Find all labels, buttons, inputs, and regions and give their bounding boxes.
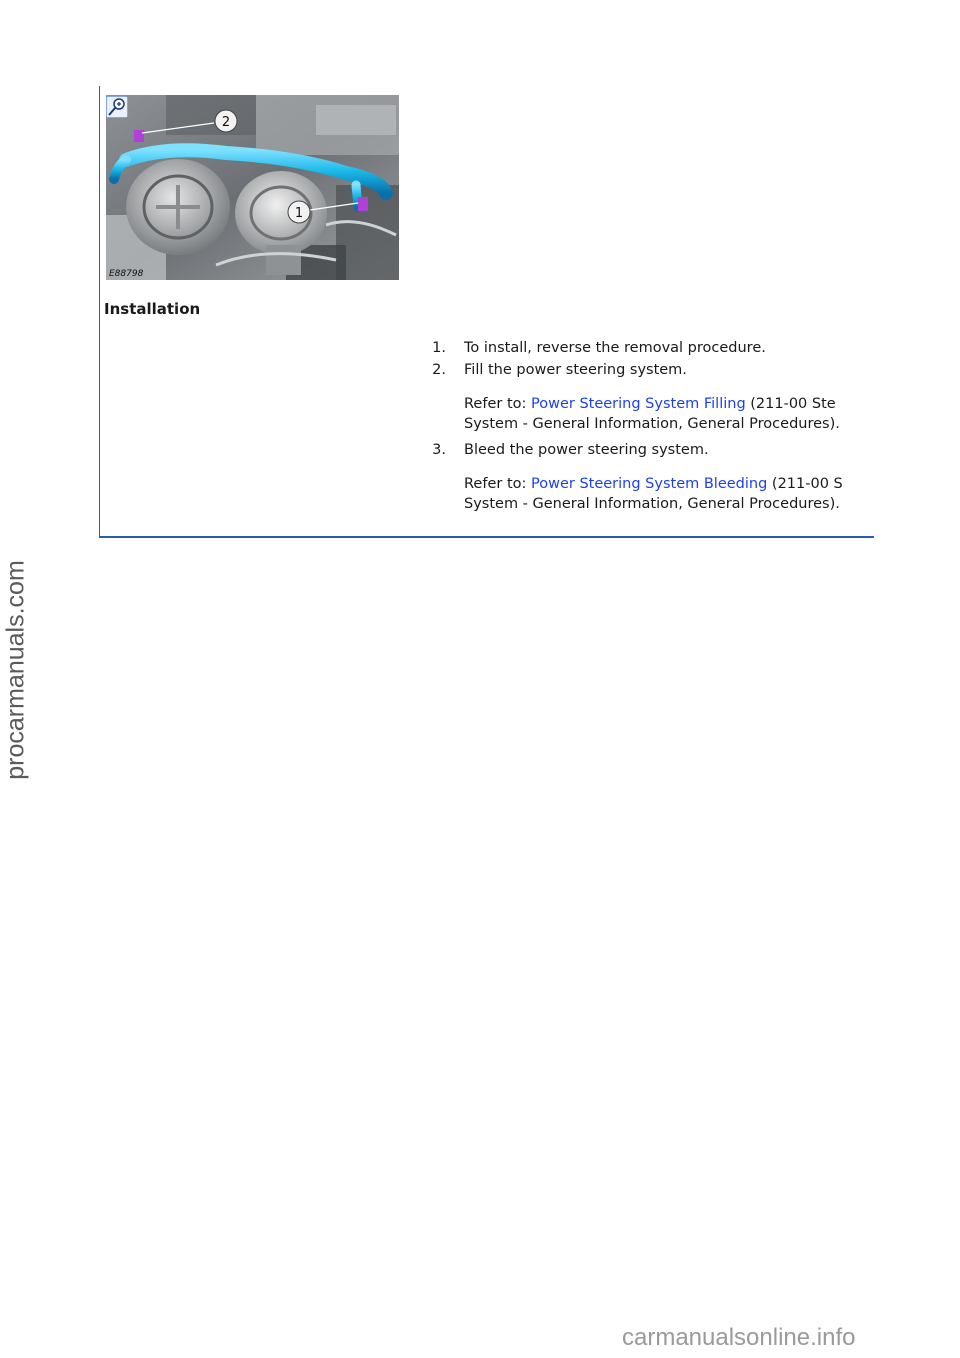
reference-prefix: Refer to: xyxy=(464,476,531,492)
reference-prefix: Refer to: xyxy=(464,396,531,412)
callout-1: 1 xyxy=(294,206,304,221)
installation-steps xyxy=(420,338,873,514)
step-text: To install, reverse the removal procedure. xyxy=(464,340,766,356)
step-number: 2. xyxy=(432,362,446,378)
figure-id-label: E88798 xyxy=(109,269,144,279)
step-3 xyxy=(420,440,873,514)
section-heading-installation: Installation xyxy=(104,300,201,318)
side-watermark xyxy=(0,560,41,780)
link-power-steering-filling[interactable]: Power Steering System Filling xyxy=(531,396,746,412)
reference-line-2: System - General Information, General Procedures). xyxy=(464,496,840,512)
link-power-steering-bleeding[interactable]: Power Steering System Bleeding xyxy=(531,476,768,492)
bottom-watermark: carmanualsonline.info xyxy=(622,1324,856,1351)
zoom-in-icon[interactable] xyxy=(106,96,128,118)
step-1 xyxy=(420,338,873,358)
component-illustration xyxy=(106,95,399,280)
side-watermark-text: procarmanuals.com xyxy=(1,560,30,780)
reference-line xyxy=(464,474,873,494)
reference-line-2: System - General Information, General Procedures). xyxy=(464,416,840,432)
reference-suffix: (211-00 S xyxy=(767,476,843,492)
step-text: Bleed the power steering system. xyxy=(464,442,709,458)
step-text: Fill the power steering system. xyxy=(464,362,687,378)
callout-2: 2 xyxy=(221,115,231,130)
step-number: 1. xyxy=(432,340,446,356)
step-2 xyxy=(420,360,873,434)
step-number: 3. xyxy=(432,442,446,458)
reference-suffix: (211-00 Ste xyxy=(745,396,836,412)
reference-line xyxy=(464,394,873,414)
